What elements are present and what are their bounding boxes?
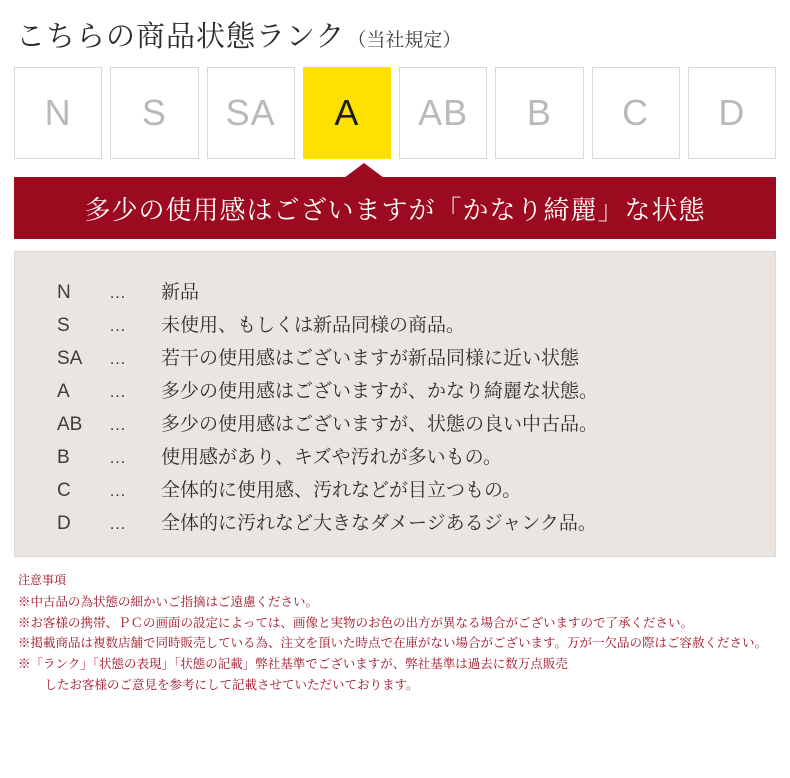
page-title — [0, 0, 790, 61]
rank-box-sa[interactable]: SA — [207, 67, 295, 159]
note-line: ※掲載商品は複数店舗で同時販売している為、注文を頂いた時点で在庫がない場合がございます。万が一欠品の際はご容赦ください。 — [18, 636, 768, 651]
legend-dots: … — [109, 415, 126, 434]
rank-box-d[interactable]: D — [688, 67, 776, 159]
legend-key: S — [57, 315, 70, 336]
legend-key: A — [57, 381, 70, 402]
rank-box-c[interactable]: C — [592, 67, 680, 159]
banner-body — [14, 177, 776, 239]
legend-description: 新品 — [161, 282, 200, 303]
legend-key: C — [57, 480, 71, 501]
page-title-sub: （当社規定） — [347, 30, 462, 51]
rank-box-ab[interactable]: AB — [399, 67, 487, 159]
legend-dots: … — [109, 514, 126, 533]
legend-description: 全体的に汚れなど大きなダメージあるジャンク品。 — [161, 513, 597, 534]
rank-box-n[interactable]: N — [14, 67, 102, 159]
legend-key: SA — [57, 348, 83, 369]
rank-legend-panel — [14, 251, 776, 557]
legend-description: 多少の使用感はございますが、状態の良い中古品。 — [161, 414, 599, 435]
legend-dots: … — [109, 382, 126, 401]
notes-title: 注意事項 — [18, 573, 67, 587]
legend-key: D — [57, 513, 71, 534]
legend-description: 多少の使用感はございますが、かなり綺麗な状態。 — [161, 381, 599, 402]
rank-box-b[interactable]: B — [495, 67, 583, 159]
legend-key: AB — [57, 414, 83, 435]
page-title-main: こちらの商品状態ランク — [16, 21, 346, 53]
legend-description: 全体的に使用感、汚れなどが目立つもの。 — [161, 480, 522, 501]
legend-row — [15, 472, 775, 505]
legend-dots: … — [109, 481, 126, 500]
notes-section — [18, 571, 776, 695]
note-line: ※「ランク」「状態の表現」「状態の記載」弊社基準でございますが、弊社基準は過去に数万点販売 — [18, 656, 568, 671]
legend-row — [15, 274, 775, 307]
legend-row — [15, 406, 775, 439]
rank-scale — [0, 67, 790, 159]
note-line: ※お客様の携帯、ＰＣの画面の設定によっては、画像と実物のお色の出方が異なる場合がございますので了承ください。 — [18, 615, 694, 630]
legend-row — [15, 439, 775, 472]
rank-box-a-selected[interactable]: A — [303, 67, 391, 159]
legend-description: 使用感があり、キズや汚れが多いもの。 — [161, 447, 502, 468]
legend-description: 若干の使用感はございますが新品同様に近い状態 — [161, 348, 580, 369]
legend-dots: … — [109, 283, 126, 302]
legend-dots: … — [109, 316, 126, 335]
rank-box-s[interactable]: S — [110, 67, 198, 159]
legend-description: 未使用、もしくは新品同様の商品。 — [161, 315, 466, 336]
banner-pointer-icon — [344, 163, 384, 178]
legend-key: N — [57, 282, 71, 303]
rank-description-banner — [14, 177, 776, 239]
banner-text: 多少の使用感はございますが「かなり綺麗」な状態 — [84, 194, 706, 225]
legend-dots: … — [109, 448, 126, 467]
legend-row — [15, 505, 775, 538]
legend-row — [15, 373, 775, 406]
note-line: したお客様のご意見を参考にして記載させていただいております。 — [32, 677, 419, 692]
note-line: ※中古品の為状態の細かいご指摘はご遠慮ください。 — [18, 595, 319, 609]
legend-row — [15, 307, 775, 340]
legend-key: B — [57, 447, 70, 468]
legend-dots: … — [109, 349, 126, 368]
legend-row — [15, 340, 775, 373]
